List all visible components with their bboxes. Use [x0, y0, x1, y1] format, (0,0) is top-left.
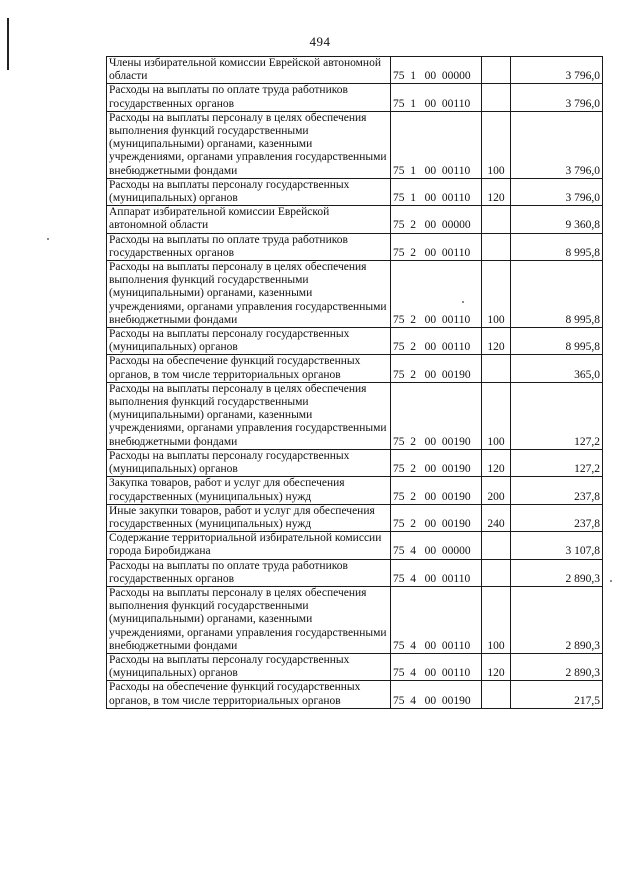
expense-type-cell: [482, 559, 511, 586]
target-article-code-cell: 75 2 00 00190: [391, 504, 482, 531]
expense-type-cell: 120: [482, 178, 511, 205]
target-article-code-cell: 75 1 00 00110: [391, 111, 482, 178]
table-row: [107, 84, 603, 111]
target-article-code-cell: 75 4 00 00000: [391, 532, 482, 559]
amount-cell: 8 995,8: [511, 233, 603, 260]
expense-type-cell: 100: [482, 586, 511, 653]
target-article-code-cell: 75 2 00 00000: [391, 206, 482, 233]
table-row: [107, 57, 603, 84]
expense-name-cell: Закупка товаров, работ и услуг для обеспечения государственных (муниципальных) нужд: [107, 477, 391, 504]
budget-table: [106, 56, 603, 709]
expense-name-cell: Расходы на выплаты персоналу государственных (муниципальных) органов: [107, 653, 391, 680]
amount-cell: 2 890,3: [511, 559, 603, 586]
amount-cell: 3 796,0: [511, 111, 603, 178]
table-row: [107, 477, 603, 504]
amount-cell: 3 796,0: [511, 84, 603, 111]
table-row: [107, 681, 603, 708]
expense-name-cell: Расходы на выплаты персоналу в целях обеспечения выполнения функций государственными (муниципальными) органами, казенными учреждениями, органами управления государственными внебюджетными фондами: [107, 261, 391, 328]
target-article-code-cell: 75 4 00 00190: [391, 681, 482, 708]
expense-name-cell: Расходы на выплаты по оплате труда работников государственных органов: [107, 84, 391, 111]
amount-cell: 9 360,8: [511, 206, 603, 233]
expense-type-cell: 100: [482, 111, 511, 178]
expense-name-cell: Расходы на выплаты персоналу государственных (муниципальных) органов: [107, 449, 391, 476]
scan-speck: [610, 580, 612, 582]
expense-name-cell: Расходы на выплаты персоналу в целях обеспечения выполнения функций государственными (муниципальными) органами, казенными учреждениями, органами управления государственными внебюджетными фондами: [107, 111, 391, 178]
target-article-code-cell: 75 4 00 00110: [391, 586, 482, 653]
amount-cell: 217,5: [511, 681, 603, 708]
table-row: [107, 532, 603, 559]
target-article-code-cell: 75 1 00 00000: [391, 57, 482, 84]
target-article-code-cell: 75 4 00 00110: [391, 653, 482, 680]
expense-name-cell: Расходы на выплаты по оплате труда работников государственных органов: [107, 559, 391, 586]
expense-name-cell: Иные закупки товаров, работ и услуг для обеспечения государственных (муниципальных) нужд: [107, 504, 391, 531]
expense-type-cell: 120: [482, 328, 511, 355]
table-row: [107, 586, 603, 653]
table-row: [107, 559, 603, 586]
amount-cell: 2 890,3: [511, 586, 603, 653]
expense-type-cell: 120: [482, 449, 511, 476]
expense-name-cell: Расходы на выплаты персоналу в целях обеспечения выполнения функций государственными (муниципальными) органами, казенными учреждениями, органами управления государственными внебюджетными фондами: [107, 586, 391, 653]
target-article-code-cell: 75 2 00 00190: [391, 449, 482, 476]
table-row: [107, 178, 603, 205]
expense-name-cell: Расходы на выплаты персоналу государственных (муниципальных) органов: [107, 178, 391, 205]
expense-name-cell: Члены избирательной комиссии Еврейской автономной области: [107, 57, 391, 84]
table-row: [107, 504, 603, 531]
amount-cell: 3 796,0: [511, 57, 603, 84]
target-article-code-cell: 75 2 00 00110: [391, 328, 482, 355]
expense-name-cell: Содержание территориальной избирательной комиссии города Биробиджана: [107, 532, 391, 559]
target-article-code-cell: 75 2 00 00190: [391, 355, 482, 382]
amount-cell: 237,8: [511, 477, 603, 504]
expense-type-cell: 100: [482, 382, 511, 449]
expense-type-cell: [482, 355, 511, 382]
expense-type-cell: [482, 84, 511, 111]
target-article-code-cell: 75 2 00 00110: [391, 233, 482, 260]
expense-type-cell: [482, 206, 511, 233]
table-row: [107, 653, 603, 680]
amount-cell: 127,2: [511, 382, 603, 449]
table-row: [107, 328, 603, 355]
amount-cell: 127,2: [511, 449, 603, 476]
expense-type-cell: [482, 681, 511, 708]
target-article-code-cell: 75 4 00 00110: [391, 559, 482, 586]
budget-table-body: [107, 57, 603, 709]
page-number: 494: [309, 34, 331, 49]
expense-name-cell: Аппарат избирательной комиссии Еврейской автономной области: [107, 206, 391, 233]
target-article-code-cell: 75 2 00 00190: [391, 477, 482, 504]
expense-type-cell: 240: [482, 504, 511, 531]
table-row: [107, 355, 603, 382]
expense-type-cell: [482, 57, 511, 84]
target-article-code-cell: 75 2 00 00110: [391, 261, 482, 328]
target-article-code-cell: 75 1 00 00110: [391, 178, 482, 205]
table-row: [107, 206, 603, 233]
expense-type-cell: 100: [482, 261, 511, 328]
table-row: [107, 261, 603, 328]
expense-type-cell: 120: [482, 653, 511, 680]
amount-cell: 8 995,8: [511, 261, 603, 328]
expense-type-cell: [482, 233, 511, 260]
target-article-code-cell: 75 1 00 00110: [391, 84, 482, 111]
scan-speck: [47, 238, 49, 240]
amount-cell: 3 796,0: [511, 178, 603, 205]
expense-type-cell: [482, 532, 511, 559]
expense-name-cell: Расходы на обеспечение функций государственных органов, в том числе территориальных органов: [107, 681, 391, 708]
table-row: [107, 382, 603, 449]
amount-cell: 8 995,8: [511, 328, 603, 355]
expense-name-cell: Расходы на выплаты персоналу в целях обеспечения выполнения функций государственными (муниципальными) органами, казенными учреждениями, органами управления государственными внебюджетными фондами: [107, 382, 391, 449]
amount-cell: 237,8: [511, 504, 603, 531]
table-row: [107, 111, 603, 178]
expense-type-cell: 200: [482, 477, 511, 504]
table-row: [107, 449, 603, 476]
table-row: [107, 233, 603, 260]
expense-name-cell: Расходы на выплаты по оплате труда работников государственных органов: [107, 233, 391, 260]
amount-cell: 3 107,8: [511, 532, 603, 559]
amount-cell: 365,0: [511, 355, 603, 382]
amount-cell: 2 890,3: [511, 653, 603, 680]
expense-name-cell: Расходы на обеспечение функций государственных органов, в том числе территориальных органов: [107, 355, 391, 382]
expense-name-cell: Расходы на выплаты персоналу государственных (муниципальных) органов: [107, 328, 391, 355]
target-article-code-cell: 75 2 00 00190: [391, 382, 482, 449]
